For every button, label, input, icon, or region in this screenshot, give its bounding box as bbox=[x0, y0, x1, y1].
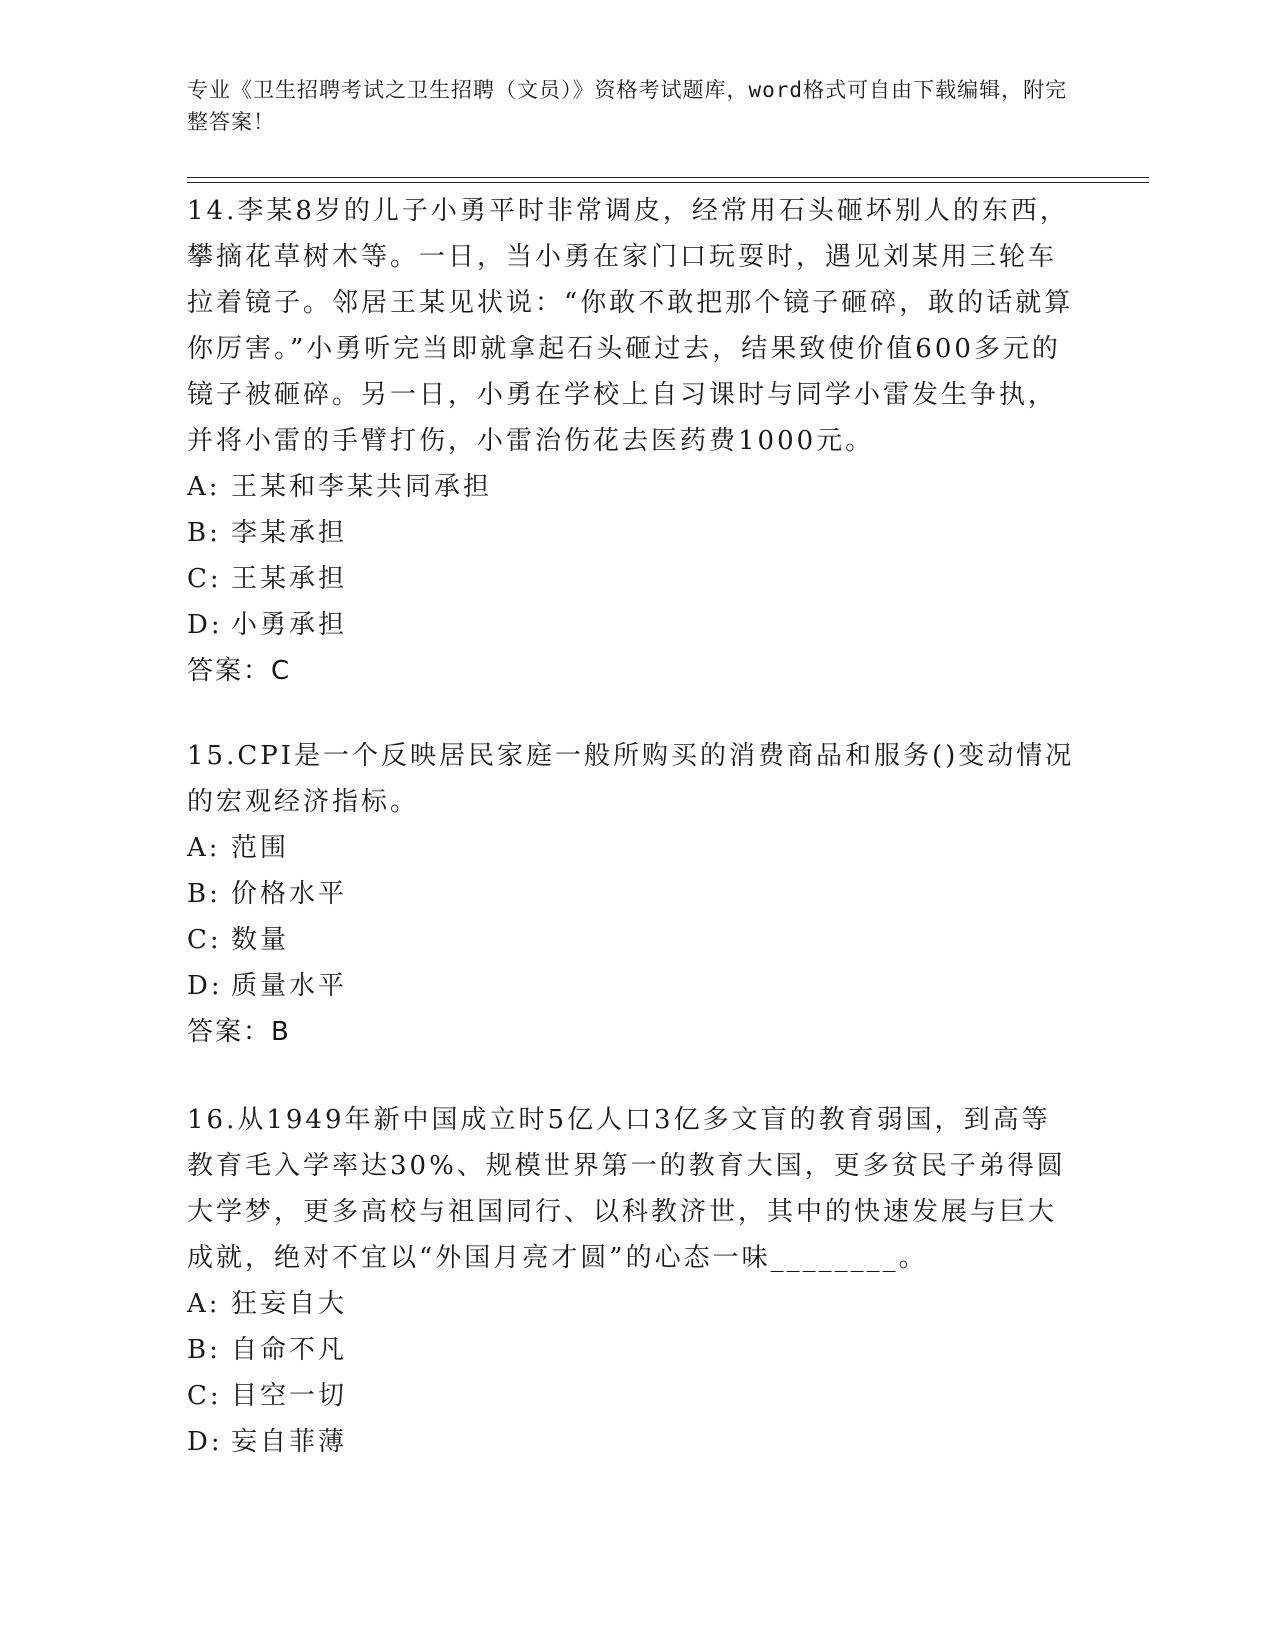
option-d bbox=[187, 963, 1077, 1009]
document-header: 专业《卫生招聘考试之卫生招聘（文员）》资格考试题库，word格式可自由下载编辑，附完整答案！ bbox=[187, 78, 1068, 134]
option-key: D: bbox=[187, 1427, 223, 1457]
option-key: B: bbox=[187, 879, 221, 909]
option-text: 李某承担 bbox=[231, 518, 348, 548]
option-key: D: bbox=[187, 971, 223, 1001]
header-rule-top bbox=[187, 177, 1149, 178]
option-a bbox=[187, 1281, 1077, 1327]
option-c bbox=[187, 1373, 1077, 1419]
option-b bbox=[187, 871, 1077, 917]
answer-line: 答案：C bbox=[187, 656, 292, 686]
option-text: 王某承担 bbox=[231, 564, 348, 594]
option-text: 狂妄自大 bbox=[231, 1289, 348, 1319]
option-text: 范围 bbox=[231, 833, 290, 863]
question-stem: 15.CPI是一个反映居民家庭一般所购买的消费商品和服务()变动情况的宏观经济指标。 bbox=[187, 741, 1075, 817]
option-a bbox=[187, 825, 1077, 871]
option-key: B: bbox=[187, 1335, 221, 1365]
option-key: A: bbox=[187, 833, 221, 863]
option-d bbox=[187, 602, 1077, 648]
option-c bbox=[187, 556, 1077, 602]
option-text: 数量 bbox=[231, 925, 290, 955]
option-text: 自命不凡 bbox=[231, 1335, 348, 1365]
option-a bbox=[187, 464, 1077, 510]
option-text: 王某和李某共同承担 bbox=[231, 472, 493, 502]
question-stem: 14.李某8岁的儿子小勇平时非常调皮，经常用石头砸坏别人的东西，攀摘花草树木等。一日，当小勇在家门口玩耍时，遇见刘某用三轮车拉着镜子。邻居王某见状说：“你敢不敢把那个镜子砸碎，敢的话就算你厉害。”小勇听完当即就拿起石头砸过去，结果致使价值600多元的镜子被砸碎。另一日，小勇在学校上自习课时与同学小雷发生争执，并将小雷的手臂打伤，小雷治伤花去医药费1000元。 bbox=[187, 196, 1074, 456]
option-key: D: bbox=[187, 610, 223, 640]
question-16 bbox=[187, 1097, 1077, 1465]
question-stem: 16.从1949年新中国成立时5亿人口3亿多文盲的教育弱国，到高等教育毛入学率达30%、规模世界第一的教育大国，更多贫民子弟得圆大学梦，更多高校与祖国同行、以科教济世，其中的快速发展与巨大成就，绝对不宜以“外国月亮才圆”的心态一味________。 bbox=[187, 1105, 1066, 1273]
option-key: B: bbox=[187, 518, 221, 548]
option-key: A: bbox=[187, 472, 221, 502]
option-text: 价格水平 bbox=[231, 879, 348, 909]
option-key: C: bbox=[187, 1381, 222, 1411]
option-d bbox=[187, 1419, 1077, 1465]
option-text: 妄自菲薄 bbox=[231, 1427, 348, 1457]
question-14 bbox=[187, 188, 1077, 694]
header-rule-bottom bbox=[187, 182, 1149, 183]
option-key: A: bbox=[187, 1289, 221, 1319]
option-text: 小勇承担 bbox=[231, 610, 348, 640]
option-c bbox=[187, 917, 1077, 963]
option-text: 目空一切 bbox=[231, 1381, 348, 1411]
option-key: C: bbox=[187, 564, 222, 594]
answer-line: 答案：B bbox=[187, 1017, 291, 1047]
option-text: 质量水平 bbox=[231, 971, 348, 1001]
option-key: C: bbox=[187, 925, 222, 955]
option-b bbox=[187, 510, 1077, 556]
option-b bbox=[187, 1327, 1077, 1373]
question-15 bbox=[187, 733, 1077, 1055]
